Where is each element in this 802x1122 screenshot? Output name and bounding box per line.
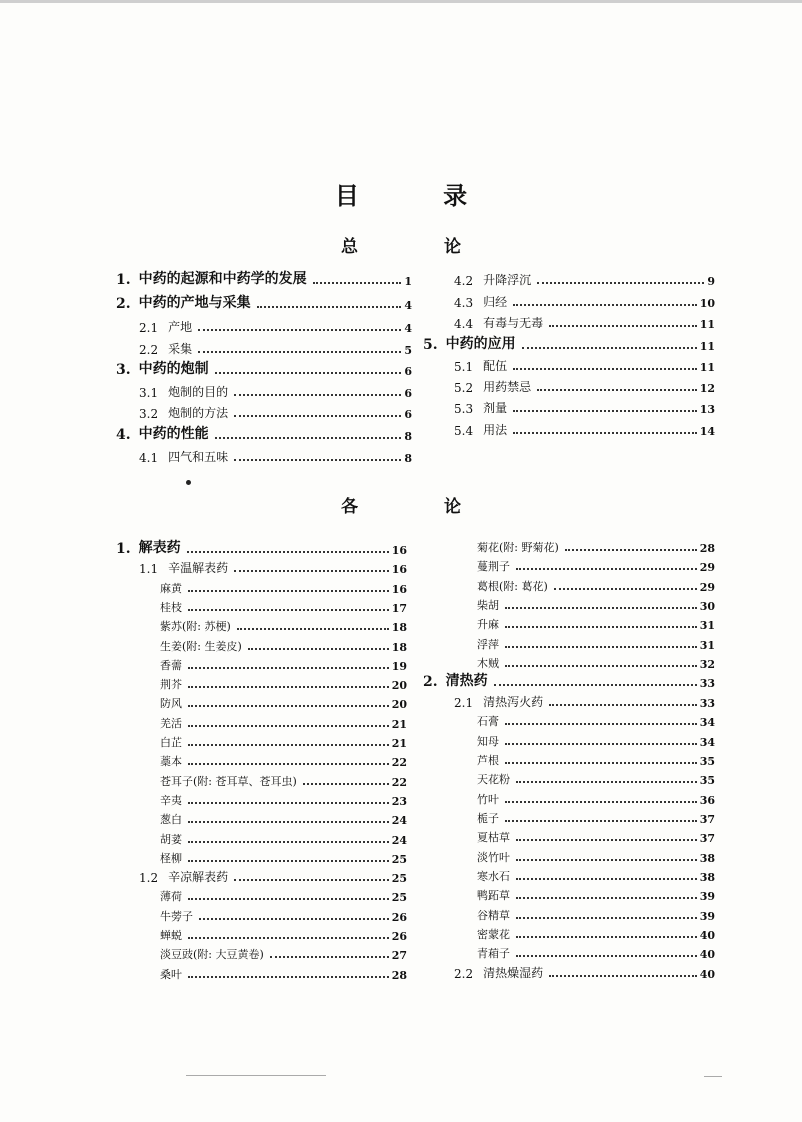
toc-entry — [139, 382, 412, 400]
toc-entry — [160, 771, 407, 789]
toc-entry — [160, 732, 407, 750]
toc-entry-page: 20 — [391, 698, 407, 711]
toc-entry-page: 4 — [404, 299, 412, 312]
toc-entry — [477, 556, 715, 574]
toc-entry — [423, 672, 715, 690]
toc-entry — [477, 614, 715, 632]
toc-entry — [160, 944, 407, 962]
toc-entry-page: 6 — [404, 408, 412, 421]
toc-entry-number: 1. — [116, 272, 131, 288]
toc-entry-page: 29 — [699, 581, 715, 594]
toc-entry — [160, 886, 407, 904]
toc-entry-page: 8 — [404, 452, 412, 465]
toc-entry — [160, 848, 407, 866]
toc-entry-label: 清热燥湿药 — [483, 966, 544, 980]
toc-entry — [160, 906, 407, 924]
dot-leader — [188, 705, 389, 707]
dot-leader — [199, 918, 389, 920]
toc-entry — [139, 867, 407, 885]
toc-entry — [454, 270, 715, 288]
toc-entry — [454, 420, 715, 438]
toc-entry — [116, 270, 412, 288]
dot-leader — [270, 956, 389, 958]
toc-entry-label: 中药的性能 — [138, 426, 209, 442]
toc-entry — [160, 790, 407, 808]
toc-entry-page: 14 — [699, 425, 715, 438]
toc-entry — [477, 537, 715, 555]
toc-entry — [160, 616, 407, 634]
toc-entry-label: 四气和五味 — [168, 450, 229, 464]
toc-entry-page: 22 — [391, 776, 407, 789]
dot-leader — [505, 743, 697, 745]
toc-entry-page: 11 — [699, 361, 715, 374]
toc-entry-label: 浮萍 — [477, 638, 499, 651]
toc-entry-page: 18 — [391, 621, 407, 634]
toc-entry-page: 37 — [699, 813, 715, 826]
toc-entry-number: 1.2 — [139, 871, 159, 885]
toc-entry — [160, 964, 407, 982]
toc-entry-page: 38 — [699, 852, 715, 865]
toc-entry-label: 剂量 — [483, 401, 508, 415]
dot-leader — [549, 325, 697, 327]
dot-leader — [516, 859, 697, 861]
toc-entry-label: 芦根 — [477, 754, 499, 767]
toc-entry-number: 2.1 — [454, 696, 474, 710]
section-title-general: 总 论 — [341, 237, 501, 257]
toc-entry-page: 35 — [699, 774, 715, 787]
toc-entry-number: 2.2 — [139, 343, 159, 357]
toc-entry-page: 33 — [699, 677, 715, 690]
toc-entry-label: 薄荷 — [160, 890, 182, 903]
dot-leader — [188, 686, 389, 688]
toc-entry-label: 辛凉解表药 — [168, 870, 229, 884]
toc-entry-label: 柽柳 — [160, 852, 182, 865]
dot-leader — [188, 841, 389, 843]
toc-entry-label: 生姜(附: 生姜皮) — [160, 640, 242, 653]
toc-entry — [454, 692, 715, 710]
dot-leader — [188, 802, 389, 804]
toc-entry-label: 栀子 — [477, 812, 499, 825]
toc-entry-label: 有毒与无毒 — [483, 316, 544, 330]
dot-leader — [234, 394, 401, 396]
toc-entry-label: 桑叶 — [160, 968, 182, 981]
toc-entry-page: 40 — [699, 929, 715, 942]
dot-leader — [516, 955, 697, 957]
toc-entry — [116, 539, 407, 557]
toc-entry-page: 34 — [699, 736, 715, 749]
toc-entry-number: 2.2 — [454, 967, 474, 981]
toc-entry-label: 知母 — [477, 735, 499, 748]
toc-entry-label: 桂枝 — [160, 601, 182, 614]
scan-artifact-line — [704, 1076, 722, 1077]
toc-entry-number: 3.1 — [139, 386, 159, 400]
section-title-specific: 各 论 — [341, 497, 501, 517]
dot-leader — [188, 667, 389, 669]
toc-entry-label: 香薷 — [160, 659, 182, 672]
toc-entry-page: 19 — [391, 660, 407, 673]
dot-leader — [505, 801, 697, 803]
toc-entry-label: 中药的产地与采集 — [138, 295, 251, 311]
toc-entry-label: 防风 — [160, 697, 182, 710]
toc-entry-page: 31 — [699, 619, 715, 632]
toc-entry-number: 2. — [423, 674, 438, 690]
toc-entry — [454, 963, 715, 981]
dot-leader — [188, 744, 389, 746]
toc-entry — [139, 403, 412, 421]
toc-entry-label: 羌活 — [160, 717, 182, 730]
toc-entry-page: 21 — [391, 718, 407, 731]
toc-entry-label: 夏枯草 — [477, 831, 510, 844]
toc-entry-number: 2.1 — [139, 321, 159, 335]
dot-leader — [554, 588, 697, 590]
toc-entry-page: 34 — [699, 716, 715, 729]
toc-entry — [423, 335, 715, 353]
dot-leader — [188, 860, 389, 862]
dot-leader — [516, 897, 697, 899]
toc-entry — [160, 597, 407, 615]
toc-entry-label: 蔓荆子 — [477, 560, 510, 573]
toc-entry — [160, 925, 407, 943]
toc-entry-label: 中药的起源和中药学的发展 — [138, 271, 307, 287]
toc-entry-page: 18 — [391, 641, 407, 654]
toc-entry-page: 25 — [391, 872, 407, 885]
toc-entry-label: 炮制的方法 — [168, 406, 229, 420]
toc-entry-page: 21 — [391, 737, 407, 750]
toc-entry — [477, 943, 715, 961]
toc-entry — [139, 317, 412, 335]
dot-leader — [215, 437, 402, 439]
toc-entry-number: 4.2 — [454, 274, 474, 288]
dot-leader — [516, 878, 697, 880]
toc-entry-label: 用法 — [483, 423, 508, 437]
toc-entry — [160, 751, 407, 769]
toc-entry-number: 5.4 — [454, 424, 474, 438]
toc-entry — [116, 294, 412, 312]
toc-entry-page: 17 — [391, 602, 407, 615]
toc-entry-label: 麻黄 — [160, 582, 182, 595]
toc-entry — [477, 750, 715, 768]
toc-entry-page: 40 — [699, 948, 715, 961]
scan-top-edge — [0, 0, 802, 3]
toc-entry-page: 39 — [699, 910, 715, 923]
dot-leader — [234, 879, 389, 881]
toc-entry-label: 木贼 — [477, 657, 499, 670]
toc-entry-page: 6 — [404, 387, 412, 400]
dot-leader — [505, 626, 697, 628]
toc-entry — [139, 558, 407, 576]
toc-entry-page: 26 — [391, 930, 407, 943]
toc-entry-page: 16 — [391, 544, 407, 557]
toc-entry — [477, 595, 715, 613]
toc-entry-number: 5.2 — [454, 381, 474, 395]
toc-entry-page: 9 — [707, 275, 715, 288]
toc-entry-page: 13 — [699, 403, 715, 416]
toc-entry — [477, 769, 715, 787]
dot-leader — [516, 917, 697, 919]
toc-entry-page: 26 — [391, 911, 407, 924]
toc-entry-number: 5. — [423, 337, 438, 353]
toc-entry-page: 27 — [391, 949, 407, 962]
toc-entry — [160, 809, 407, 827]
toc-entry-number: 5.1 — [454, 360, 474, 374]
toc-entry-page: 4 — [404, 322, 412, 335]
scan-artifact-line — [186, 1075, 326, 1076]
toc-entry — [454, 356, 715, 374]
toc-entry-label: 寒水石 — [477, 870, 510, 883]
toc-entry-label: 密蒙花 — [477, 928, 510, 941]
toc-entry-number: 1. — [116, 541, 131, 557]
dot-leader — [188, 590, 389, 592]
toc-entry-page: 6 — [404, 365, 412, 378]
toc-entry — [477, 827, 715, 845]
toc-entry — [477, 866, 715, 884]
toc-entry-page: 8 — [404, 430, 412, 443]
dot-leader — [313, 282, 402, 284]
dot-leader — [513, 304, 697, 306]
dot-leader — [188, 609, 389, 611]
toc-entry — [477, 576, 715, 594]
dot-leader — [513, 432, 697, 434]
toc-entry-page: 30 — [699, 600, 715, 613]
toc-entry-label: 青葙子 — [477, 947, 510, 960]
toc-entry — [160, 655, 407, 673]
toc-entry-page: 33 — [699, 697, 715, 710]
toc-entry-page: 25 — [391, 853, 407, 866]
toc-entry — [160, 713, 407, 731]
dot-leader — [505, 607, 697, 609]
toc-entry-page: 24 — [391, 814, 407, 827]
toc-entry-label: 天花粉 — [477, 773, 510, 786]
toc-entry-page: 40 — [699, 968, 715, 981]
dot-leader — [505, 820, 697, 822]
toc-entry — [454, 398, 715, 416]
dot-leader — [234, 459, 401, 461]
toc-entry-number: 1.1 — [139, 562, 159, 576]
toc-entry-page: 16 — [391, 583, 407, 596]
dot-leader — [565, 549, 697, 551]
toc-entry-label: 淡豆豉(附: 大豆黄卷) — [160, 948, 264, 961]
dot-leader — [198, 351, 401, 353]
dot-leader — [505, 665, 697, 667]
dot-leader — [505, 646, 697, 648]
dot-leader — [494, 684, 697, 686]
dot-leader — [188, 898, 389, 900]
toc-entry — [454, 292, 715, 310]
toc-entry-page: 36 — [699, 794, 715, 807]
dot-leader — [303, 783, 389, 785]
dot-leader — [188, 937, 389, 939]
dot-leader — [516, 568, 697, 570]
toc-entry-label: 胡荽 — [160, 833, 182, 846]
toc-entry-label: 藁本 — [160, 755, 182, 768]
toc-entry-label: 紫苏(附: 苏梗) — [160, 620, 231, 633]
page-title: 目 录 — [334, 181, 506, 210]
toc-entry-page: 31 — [699, 639, 715, 652]
dot-leader — [549, 704, 697, 706]
dot-leader — [537, 389, 697, 391]
toc-entry — [477, 789, 715, 807]
scan-speck — [186, 480, 191, 485]
dot-leader — [522, 347, 697, 349]
toc-entry-page: 29 — [699, 561, 715, 574]
toc-entry-label: 辛温解表药 — [168, 561, 229, 575]
toc-entry — [477, 731, 715, 749]
dot-leader — [188, 821, 389, 823]
dot-leader — [215, 372, 402, 374]
toc-entry-page: 12 — [699, 382, 715, 395]
toc-entry-label: 淡竹叶 — [477, 851, 510, 864]
toc-entry-label: 用药禁忌 — [483, 380, 532, 394]
dot-leader — [516, 936, 697, 938]
toc-entry-label: 清热泻火药 — [483, 695, 544, 709]
toc-entry-label: 中药的炮制 — [138, 361, 209, 377]
dot-leader — [516, 839, 697, 841]
toc-entry-label: 石膏 — [477, 715, 499, 728]
toc-entry-label: 葱白 — [160, 813, 182, 826]
toc-entry-label: 鸭跖草 — [477, 889, 510, 902]
toc-entry-number: 4. — [116, 427, 131, 443]
toc-entry — [477, 847, 715, 865]
toc-entry-number: 5.3 — [454, 402, 474, 416]
dot-leader — [187, 551, 389, 553]
toc-entry-number: 3. — [116, 362, 131, 378]
toc-entry-page: 10 — [699, 297, 715, 310]
toc-entry-page: 16 — [391, 563, 407, 576]
toc-entry — [477, 905, 715, 923]
toc-entry-label: 归经 — [483, 295, 508, 309]
dot-leader — [505, 762, 697, 764]
dot-leader — [237, 628, 389, 630]
toc-entry-label: 中药的应用 — [445, 336, 516, 352]
toc-entry — [160, 674, 407, 692]
toc-entry-label: 牛蒡子 — [160, 910, 193, 923]
toc-entry-page: 38 — [699, 871, 715, 884]
toc-entry-page: 11 — [699, 318, 715, 331]
dot-leader — [188, 725, 389, 727]
toc-entry-page: 1 — [404, 275, 412, 288]
dot-leader — [234, 415, 401, 417]
dot-leader — [513, 410, 697, 412]
dot-leader — [248, 648, 389, 650]
toc-entry-page: 28 — [391, 969, 407, 982]
dot-leader — [513, 368, 697, 370]
toc-entry-number: 3.2 — [139, 407, 159, 421]
toc-entry-label: 产地 — [168, 320, 193, 334]
toc-entry — [116, 425, 412, 443]
toc-entry-label: 蝉蜕 — [160, 929, 182, 942]
dot-leader — [516, 781, 697, 783]
toc-entry-page: 25 — [391, 891, 407, 904]
toc-entry-number: 4.4 — [454, 317, 474, 331]
toc-entry — [160, 693, 407, 711]
toc-entry-label: 柴胡 — [477, 599, 499, 612]
toc-entry — [454, 313, 715, 331]
toc-entry-label: 清热药 — [445, 673, 488, 689]
toc-entry-label: 谷精草 — [477, 909, 510, 922]
dot-leader — [234, 570, 389, 572]
toc-entry-label: 葛根(附: 葛花) — [477, 580, 548, 593]
toc-entry-page: 35 — [699, 755, 715, 768]
toc-entry-label: 配伍 — [483, 359, 508, 373]
toc-entry-page: 11 — [699, 340, 715, 353]
toc-entry-number: 2. — [116, 296, 131, 312]
toc-entry — [454, 377, 715, 395]
toc-entry-number: 4.1 — [139, 451, 159, 465]
toc-entry — [477, 634, 715, 652]
dot-leader — [188, 976, 389, 978]
toc-entry — [160, 578, 407, 596]
toc-entry-page: 28 — [699, 542, 715, 555]
toc-entry — [139, 339, 412, 357]
toc-entry-label: 炮制的目的 — [168, 385, 229, 399]
dot-leader — [198, 329, 401, 331]
toc-entry-page: 20 — [391, 679, 407, 692]
dot-leader — [505, 723, 697, 725]
toc-entry-number: 4.3 — [454, 296, 474, 310]
toc-entry — [139, 447, 412, 465]
toc-entry-page: 5 — [404, 344, 412, 357]
toc-entry-label: 竹叶 — [477, 793, 499, 806]
toc-entry — [160, 636, 407, 654]
toc-entry-label: 采集 — [168, 342, 193, 356]
dot-leader — [188, 763, 389, 765]
toc-entry — [160, 829, 407, 847]
toc-entry-label: 辛夷 — [160, 794, 182, 807]
toc-entry — [477, 808, 715, 826]
toc-entry-page: 39 — [699, 890, 715, 903]
toc-entry — [116, 360, 412, 378]
toc-entry-page: 24 — [391, 834, 407, 847]
toc-entry-page: 23 — [391, 795, 407, 808]
toc-entry-label: 白芷 — [160, 736, 182, 749]
dot-leader — [549, 975, 697, 977]
toc-entry-label: 苍耳子(附: 苍耳草、苍耳虫) — [160, 775, 297, 788]
dot-leader — [257, 306, 402, 308]
toc-entry — [477, 653, 715, 671]
toc-entry-page: 37 — [699, 832, 715, 845]
toc-entry-label: 荆芥 — [160, 678, 182, 691]
toc-entry — [477, 924, 715, 942]
toc-entry-label: 升降浮沉 — [483, 273, 532, 287]
toc-entry-page: 32 — [699, 658, 715, 671]
toc-entry-label: 菊花(附: 野菊花) — [477, 541, 559, 554]
toc-entry-page: 22 — [391, 756, 407, 769]
toc-entry — [477, 885, 715, 903]
toc-entry-label: 解表药 — [138, 540, 181, 556]
toc-entry — [477, 711, 715, 729]
dot-leader — [537, 282, 704, 284]
toc-entry-label: 升麻 — [477, 618, 499, 631]
